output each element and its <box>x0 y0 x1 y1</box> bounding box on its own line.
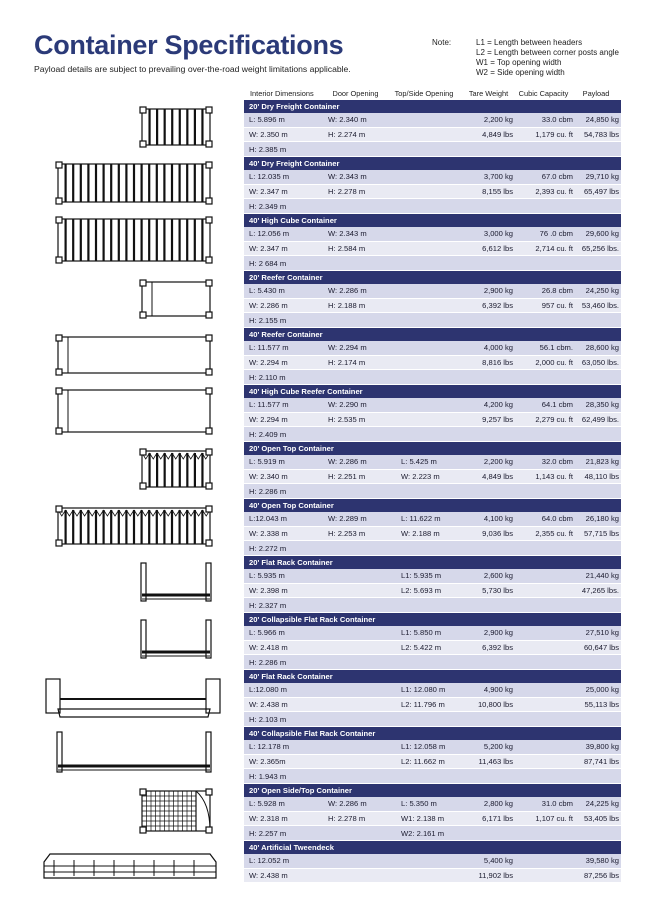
container-section <box>244 385 621 442</box>
table-cell: 6,392 lbs <box>482 642 513 652</box>
table-row <box>244 812 621 827</box>
table-cell: 5,400 kg <box>483 856 513 866</box>
table-cell: 6,171 lbs <box>482 813 513 823</box>
table-cell: W: 2.290 m <box>328 400 367 410</box>
table-cell: L1: 5.850 m <box>401 628 442 638</box>
table-cell: W2: 2.161 m <box>401 828 445 838</box>
table-cell: L2: 11.662 m <box>401 756 445 766</box>
table-cell: 9,257 lbs <box>482 414 513 424</box>
container-name: 20' Open Side/Top Container <box>244 784 621 797</box>
table-cell: L: 5.928 m <box>249 799 285 809</box>
table-row <box>244 128 621 143</box>
table-cell: W: 2.398 m <box>249 585 288 595</box>
table-cell: W: 2.188 m <box>401 528 440 538</box>
container-name: 40' Dry Freight Container <box>244 157 621 170</box>
table-cell: H: 2.274 m <box>328 129 366 139</box>
table-cell: 56.1 cbm. <box>539 343 573 353</box>
table-cell: L: 11.577 m <box>249 400 289 410</box>
table-cell: 9,036 lbs <box>482 528 513 538</box>
table-cell: 65,256 lbs. <box>581 243 619 253</box>
collapsible-flat-rack-20-icon <box>40 612 240 669</box>
table-row <box>244 826 621 841</box>
table-cell: H: 2.327 m <box>249 600 287 610</box>
table-cell: L: 11.577 m <box>249 343 289 353</box>
table-cell: 1,143 cu. ft <box>535 471 573 481</box>
column-header: Top/Side Opening <box>394 88 454 98</box>
container-section <box>244 727 621 784</box>
table-cell: 53,405 lbs <box>583 813 619 823</box>
table-row <box>244 626 621 641</box>
table-cell: W: 2.340 m <box>249 471 288 481</box>
container-section <box>244 214 621 271</box>
container-name: 40' High Cube Reefer Container <box>244 385 621 398</box>
table-cell: W: 2.365m <box>249 756 286 766</box>
container-name: 40' High Cube Container <box>244 214 621 227</box>
page-title: Container Specifications <box>34 30 344 60</box>
table-cell: L1: 12.080 m <box>401 685 446 695</box>
table-cell: 64.0 cbm <box>541 514 573 524</box>
table-cell: W: 2.438 m <box>249 870 288 880</box>
table-cell: 29,710 kg <box>585 172 619 182</box>
table-cell: 57,715 lbs <box>583 528 619 538</box>
table-cell: H: 2.253 m <box>328 528 366 538</box>
table-row <box>244 113 621 128</box>
table-cell: W: 2.343 m <box>328 172 367 182</box>
table-cell: 26,180 kg <box>585 514 619 524</box>
table-cell: 1,107 cu. ft <box>535 813 573 823</box>
container-section <box>244 613 621 670</box>
table-cell: W: 2.286 m <box>328 457 367 467</box>
table-cell: 2,000 cu. ft <box>535 357 573 367</box>
table-cell: H: 2 684 m <box>249 258 287 268</box>
table-cell: 28,350 kg <box>585 400 619 410</box>
table-cell: 4,849 lbs <box>482 471 513 481</box>
table-cell: 8,816 lbs <box>482 357 513 367</box>
table-cell: L: 5.896 m <box>249 115 285 125</box>
table-cell: 4,200 kg <box>483 400 513 410</box>
table-cell: 87,256 lbs <box>583 870 619 880</box>
table-cell: 62,499 lbs. <box>581 414 619 424</box>
table-cell: 1,179 cu. ft <box>535 129 573 139</box>
container-name: 40' Flat Rack Container <box>244 670 621 683</box>
table-cell: L: 12.178 m <box>249 742 290 752</box>
table-cell: 64.1 cbm <box>541 400 573 410</box>
column-header: Tare Weight <box>468 88 509 98</box>
table-cell: W: 2.340 m <box>328 115 367 125</box>
flat-rack-20-icon <box>40 555 240 612</box>
table-cell: 87,741 lbs <box>583 756 619 766</box>
table-row <box>244 142 621 157</box>
table-cell: 2,200 kg <box>483 457 513 467</box>
table-cell: L: 12.052 m <box>249 856 290 866</box>
table-cell: 65,497 lbs <box>583 186 619 196</box>
table-cell: 67.0 cbm <box>541 172 573 182</box>
table-row <box>244 398 621 413</box>
table-cell: H: 2.278 m <box>328 186 366 196</box>
note-line: W1 = Top opening width <box>476 58 562 67</box>
open-top-40-icon <box>40 498 240 555</box>
table-row <box>244 584 621 599</box>
table-cell: 4,100 kg <box>483 514 513 524</box>
table-cell: 4,849 lbs <box>482 129 513 139</box>
spec-sections <box>244 100 621 898</box>
container-section <box>244 841 621 898</box>
table-cell: 21,823 kg <box>585 457 619 467</box>
container-name: 40' Open Top Container <box>244 499 621 512</box>
table-cell: W: 2.438 m <box>249 699 288 709</box>
table-row <box>244 527 621 542</box>
table-cell: 39,800 kg <box>585 742 619 752</box>
table-cell: 48,110 lbs <box>584 471 619 481</box>
table-cell: H: 2.286 m <box>249 657 287 667</box>
table-cell: 4,900 kg <box>483 685 513 695</box>
note-line: L1 = Length between headers <box>476 38 583 47</box>
table-cell: 2,714 cu. ft <box>535 243 573 253</box>
table-row <box>244 455 621 470</box>
table-cell: W: 2.347 m <box>249 243 288 253</box>
table-cell: 32.0 cbm <box>541 457 573 467</box>
table-cell: H: 2.155 m <box>249 315 287 325</box>
table-cell: 24,225 kg <box>585 799 619 809</box>
table-cell: L: 12.035 m <box>249 172 290 182</box>
table-cell: H: 2.584 m <box>328 243 366 253</box>
table-row <box>244 512 621 527</box>
table-cell: W: 2.418 m <box>249 642 288 652</box>
container-name: 40' Artificial Tweendeck <box>244 841 621 854</box>
table-cell: 2,900 kg <box>483 286 513 296</box>
table-cell: W: 2.343 m <box>328 229 367 239</box>
spec-table <box>244 86 621 898</box>
open-top-20-icon <box>40 441 240 498</box>
table-cell: L: 11.622 m <box>401 514 441 524</box>
table-cell: 24,850 kg <box>585 115 619 125</box>
table-row <box>244 541 621 556</box>
flat-rack-40-icon <box>40 669 240 726</box>
container-name: 40' Reefer Container <box>244 328 621 341</box>
table-cell: W: 2.350 m <box>249 129 288 139</box>
table-cell: L: 5.430 m <box>249 286 285 296</box>
table-row <box>244 413 621 428</box>
table-row <box>244 185 621 200</box>
high-cube-reefer-40-icon <box>40 384 240 441</box>
table-row <box>244 797 621 812</box>
table-cell: 11,463 lbs <box>478 756 513 766</box>
table-cell: L: 5.966 m <box>249 628 285 638</box>
table-cell: 2,200 kg <box>483 115 513 125</box>
table-cell: 63,050 lbs. <box>581 357 619 367</box>
table-cell: 2,355 cu. ft <box>535 528 573 538</box>
table-cell: H: 2.278 m <box>328 813 366 823</box>
table-cell: 6,392 lbs <box>482 300 513 310</box>
table-cell: L2: 11.796 m <box>401 699 445 709</box>
table-cell: W: 2.286 m <box>249 300 288 310</box>
note-line: L2 = Length between corner posts angle <box>476 48 619 57</box>
table-cell: 26.8 cbm <box>541 286 573 296</box>
table-row <box>244 854 621 869</box>
container-name: 40' Collapsible Flat Rack Container <box>244 727 621 740</box>
table-cell: 4,000 kg <box>483 343 513 353</box>
table-cell: 8,155 lbs <box>482 186 513 196</box>
table-cell: L: 5.919 m <box>249 457 285 467</box>
column-header: Payload <box>582 88 610 98</box>
table-row <box>244 199 621 214</box>
table-cell: L: 5.425 m <box>401 457 437 467</box>
container-section <box>244 271 621 328</box>
table-row <box>244 641 621 656</box>
table-cell: H: 2.110 m <box>249 372 286 382</box>
table-row <box>244 484 621 499</box>
open-side-top-20-icon <box>40 783 240 840</box>
table-cell: W: 2.294 m <box>328 343 367 353</box>
table-cell: 28,600 kg <box>585 343 619 353</box>
table-cell: H: 2.251 m <box>328 471 366 481</box>
table-cell: 2,800 kg <box>483 799 513 809</box>
table-row <box>244 712 621 727</box>
table-cell: L:12.043 m <box>249 514 287 524</box>
container-name: 20' Flat Rack Container <box>244 556 621 569</box>
table-cell: L1: 12.058 m <box>401 742 446 752</box>
table-cell: H: 2.385 m <box>249 144 287 154</box>
dry-freight-20-icon <box>40 99 240 156</box>
table-cell: W: 2.294 m <box>249 357 288 367</box>
table-cell: W: 2.286 m <box>328 799 367 809</box>
container-name: 20' Reefer Container <box>244 271 621 284</box>
table-cell: H: 2.174 m <box>328 357 366 367</box>
table-cell: L2: 5.693 m <box>401 585 442 595</box>
table-cell: L: 5.935 m <box>249 571 285 581</box>
table-row <box>244 740 621 755</box>
table-cell: W: 2.286 m <box>328 286 367 296</box>
reefer-40-icon <box>40 327 240 384</box>
table-cell: H: 2.286 m <box>249 486 287 496</box>
note-legend <box>476 38 619 78</box>
table-row <box>244 256 621 271</box>
table-cell: 2,600 kg <box>483 571 513 581</box>
high-cube-40-icon <box>40 213 240 270</box>
dry-freight-40-icon <box>40 156 240 213</box>
table-cell: 5,200 kg <box>483 742 513 752</box>
table-cell: L: 5.350 m <box>401 799 437 809</box>
table-row <box>244 284 621 299</box>
reefer-20-icon <box>40 270 240 327</box>
table-row <box>244 598 621 613</box>
table-cell: 54,783 lbs <box>583 129 619 139</box>
table-cell: 3,700 kg <box>483 172 513 182</box>
table-cell: 55,113 lbs <box>584 699 619 709</box>
table-cell: 2,279 cu. ft <box>535 414 573 424</box>
table-cell: W: 2.223 m <box>401 471 440 481</box>
column-header: Door Opening <box>332 88 379 98</box>
table-cell: 25,000 kg <box>585 685 619 695</box>
table-cell: H: 2.349 m <box>249 201 287 211</box>
table-cell: 21,440 kg <box>585 571 619 581</box>
table-cell: H: 2.257 m <box>249 828 287 838</box>
table-row <box>244 370 621 385</box>
table-cell: 39,580 kg <box>585 856 619 866</box>
table-cell: W: 2.347 m <box>249 186 288 196</box>
table-cell: 957 cu. ft <box>541 300 573 310</box>
table-cell: L1: 5.935 m <box>401 571 442 581</box>
container-section <box>244 442 621 499</box>
container-section <box>244 499 621 556</box>
table-cell: 76 .0 cbm <box>539 229 573 239</box>
table-row <box>244 242 621 257</box>
table-cell: H: 2.188 m <box>328 300 366 310</box>
table-row <box>244 869 621 884</box>
note-label: Note: <box>432 38 452 47</box>
table-row <box>244 683 621 698</box>
container-section <box>244 157 621 214</box>
table-row <box>244 299 621 314</box>
table-cell: 3,000 kg <box>483 229 513 239</box>
table-cell: H: 2.103 m <box>249 714 287 724</box>
column-header: Interior Dimensions <box>250 88 314 98</box>
table-cell: 2,900 kg <box>483 628 513 638</box>
table-cell: H: 2.409 m <box>249 429 287 439</box>
table-row <box>244 313 621 328</box>
table-row <box>244 470 621 485</box>
table-row <box>244 569 621 584</box>
table-cell: 47,265 lbs. <box>581 585 619 595</box>
table-cell: L2: 5.422 m <box>401 642 442 652</box>
column-header: Cubic Capacity <box>518 88 569 98</box>
table-cell: 2,393 cu. ft <box>535 186 573 196</box>
table-cell: 6,612 lbs <box>482 243 513 253</box>
table-cell: W1: 2.138 m <box>401 813 445 823</box>
table-cell: 29,600 kg <box>585 229 619 239</box>
table-cell: 53,460 lbs. <box>581 300 619 310</box>
table-row <box>244 341 621 356</box>
table-cell: 60,647 lbs <box>583 642 619 652</box>
container-section <box>244 670 621 727</box>
artificial-tweendeck-40-icon <box>40 840 240 897</box>
table-row <box>244 427 621 442</box>
table-cell: H: 1.943 m <box>249 771 287 781</box>
table-cell: W: 2.294 m <box>249 414 288 424</box>
container-illustrations <box>40 96 240 886</box>
table-cell: L:12.080 m <box>249 685 287 695</box>
table-cell: W: 2.318 m <box>249 813 288 823</box>
table-cell: 11,902 lbs <box>478 870 513 880</box>
table-cell: 10,800 lbs <box>477 699 513 709</box>
container-section <box>244 784 621 841</box>
container-section <box>244 100 621 157</box>
table-cell: W: 2.338 m <box>249 528 288 538</box>
table-row <box>244 698 621 713</box>
table-row <box>244 356 621 371</box>
collapsible-flat-rack-40-icon <box>40 726 240 783</box>
table-row <box>244 227 621 242</box>
page-subtitle: Payload details are subject to prevailing over-the-road weight limitations applicable. <box>34 64 351 74</box>
table-cell: 31.0 cbm <box>541 799 573 809</box>
table-row <box>244 655 621 670</box>
table-cell: H: 2.535 m <box>328 414 366 424</box>
table-cell: 24,250 kg <box>585 286 619 296</box>
table-row <box>244 755 621 770</box>
container-name: 20' Open Top Container <box>244 442 621 455</box>
table-cell: 27,510 kg <box>585 628 619 638</box>
container-section <box>244 328 621 385</box>
container-section <box>244 556 621 613</box>
table-cell: H: 2.272 m <box>249 543 287 553</box>
note-line: W2 = Side opening width <box>476 68 565 77</box>
container-name: 20' Collapsible Flat Rack Container <box>244 613 621 626</box>
table-cell: 33.0 cbm <box>541 115 573 125</box>
container-name: 20' Dry Freight Container <box>244 100 621 113</box>
table-row <box>244 170 621 185</box>
table-cell: W: 2.289 m <box>328 514 367 524</box>
table-row <box>244 769 621 784</box>
spec-table-header <box>244 86 621 100</box>
table-cell: 5,730 lbs <box>482 585 513 595</box>
table-cell: L: 12.056 m <box>249 229 290 239</box>
